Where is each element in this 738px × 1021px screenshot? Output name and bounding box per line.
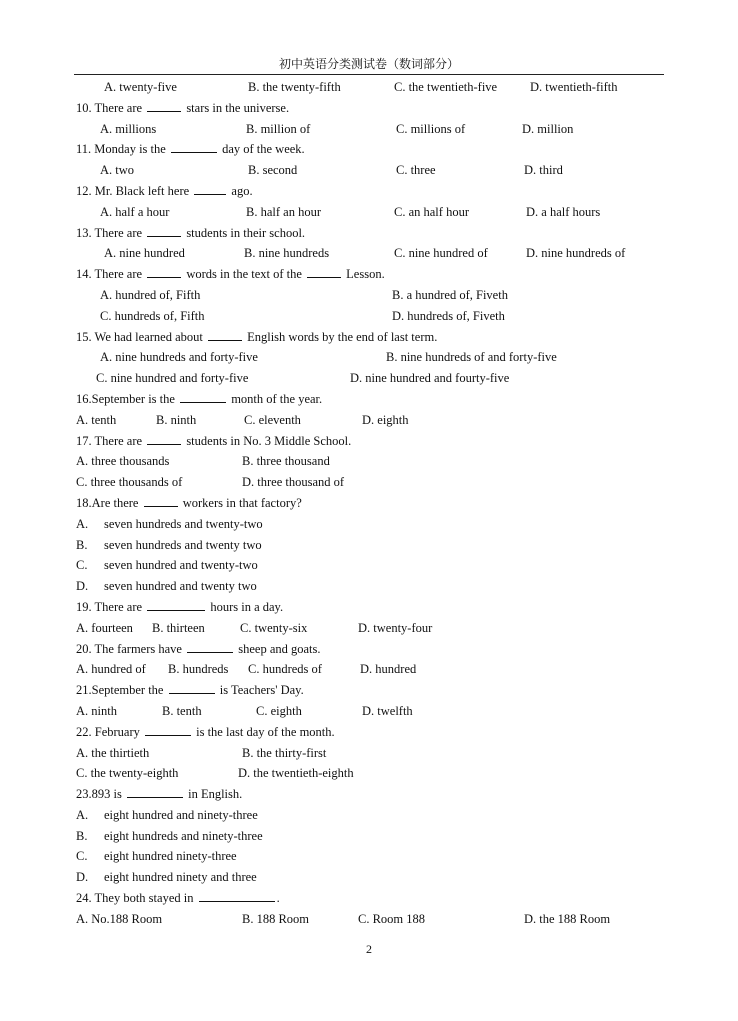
options-line: [76, 472, 676, 493]
answer-option: D. nine hundreds of: [526, 246, 626, 261]
answer-option: D. twentieth-fifth: [530, 80, 618, 94]
answer-option: D. hundreds of, Fiveth: [392, 308, 505, 323]
answer-option: C. the twenty-eighth: [76, 766, 179, 781]
answer-option: seven hundreds and twenty-two: [104, 516, 263, 531]
answer-option: C. nine hundred of: [394, 246, 488, 261]
question-stem: 10. There are: [76, 100, 146, 115]
options-line: [76, 846, 676, 867]
answer-option: D.: [76, 579, 89, 594]
answer-blank: [208, 327, 242, 341]
question-line: [76, 493, 676, 514]
answer-option: A. tenth: [76, 412, 117, 427]
answer-option: C. eighth: [256, 703, 302, 718]
answer-option: A. hundred of, Fifth: [100, 287, 201, 302]
answer-option: D. twenty-four: [358, 620, 433, 635]
question-stem-end: is Teachers' Day.: [216, 683, 304, 698]
question-text: [76, 888, 280, 909]
answer-option: A. three thousands: [76, 454, 170, 469]
question-stem-end: words in the text of the: [183, 267, 306, 282]
options-line: [76, 867, 676, 888]
answer-option: A.: [76, 807, 89, 822]
question-line: [76, 139, 676, 160]
question-text: [76, 784, 242, 805]
options-line: [76, 576, 676, 597]
answer-option: A. nine hundred: [104, 246, 185, 261]
question-line: [76, 431, 676, 452]
question-text: [76, 597, 283, 618]
answer-option: B. thirteen: [152, 620, 205, 635]
answer-option: C. hundreds of, Fifth: [100, 308, 205, 323]
answer-option: eight hundred ninety and three: [104, 870, 257, 885]
answer-option: A. the thirtieth: [76, 745, 150, 760]
question-stem-end: sheep and goats.: [235, 641, 321, 656]
question-line: [76, 722, 676, 743]
answer-blank: [147, 264, 181, 278]
question-line: [76, 639, 676, 660]
question-stem: 11. Monday is the: [76, 142, 169, 157]
options-line: [76, 160, 676, 181]
answer-option: D. twelfth: [362, 703, 413, 718]
options-line: [76, 514, 676, 535]
answer-option: C.: [76, 849, 88, 864]
question-text: [76, 264, 385, 285]
question-stem: 21.September the: [76, 683, 167, 698]
question-stem: 20. The farmers have: [76, 641, 186, 656]
question-line: [76, 327, 676, 348]
question-text: [76, 181, 253, 202]
answer-option: B.: [76, 537, 88, 552]
answer-option: D. nine hundred and fourty-five: [350, 371, 510, 386]
answer-option: A. No.188 Room: [76, 911, 163, 926]
question-stem: 17. There are: [76, 433, 146, 448]
question-text: [76, 389, 322, 410]
options-line: [76, 368, 676, 389]
answer-option: B. the thirty-first: [242, 745, 327, 760]
answer-option: D.: [76, 870, 89, 885]
answer-option: C. three: [396, 163, 436, 178]
question-stem: 12. Mr. Black left here: [76, 183, 193, 198]
question-stem: 18.Are there: [76, 495, 142, 510]
question-stem: 14. There are: [76, 267, 146, 282]
answer-option: eight hundred and ninety-three: [104, 807, 258, 822]
answer-option: A. fourteen: [76, 620, 133, 635]
answer-blank: [194, 181, 226, 195]
answer-option: B. the twenty-fifth: [248, 80, 341, 94]
answer-option: B. second: [248, 163, 298, 178]
question-text: [76, 98, 289, 119]
question-line: [76, 597, 676, 618]
question-stem-end: hours in a day.: [207, 599, 284, 614]
answer-option: D. a half hours: [526, 204, 601, 219]
answer-option: D. the 188 Room: [524, 911, 611, 926]
answer-option: B.: [76, 828, 88, 843]
answer-option: eight hundred ninety-three: [104, 849, 237, 864]
answer-blank: [199, 888, 275, 902]
answer-blank: [144, 493, 178, 507]
page-header: [74, 54, 664, 75]
answer-blank: [187, 639, 233, 653]
answer-option: C. Room 188: [358, 911, 426, 926]
options-line: [76, 701, 676, 722]
answer-option: C. an half hour: [394, 204, 469, 219]
question-line: [76, 680, 676, 701]
answer-option: B. a hundred of, Fiveth: [392, 287, 508, 302]
answer-option: seven hundred and twenty-two: [104, 558, 258, 573]
question-stem: 15. We had learned about: [76, 329, 206, 344]
answer-option: C. eleventh: [244, 412, 301, 427]
answer-option: A. hundred of: [76, 662, 146, 677]
options-line: [76, 202, 676, 223]
answer-option: A. half a hour: [100, 204, 170, 219]
answer-option: B. 188 Room: [242, 911, 310, 926]
answer-blank: [127, 784, 183, 798]
options-line: [76, 805, 676, 826]
question-stem-end: month of the year.: [228, 391, 323, 406]
question-text: [76, 223, 305, 244]
question-stem-end: workers in that factory?: [179, 495, 302, 510]
options-line: [76, 743, 676, 764]
answer-option: A. nine hundreds and forty-five: [100, 350, 258, 365]
options-line: [76, 119, 676, 140]
options-line: [76, 410, 676, 431]
options-line: [76, 285, 676, 306]
options-line: [76, 618, 676, 639]
question-text: [76, 680, 304, 701]
answer-blank: [147, 98, 181, 112]
question-list: [76, 77, 676, 930]
question-line: [76, 389, 676, 410]
answer-option: A. millions: [100, 121, 157, 136]
answer-option: B. three thousand: [242, 454, 330, 469]
answer-blank: [145, 722, 191, 736]
answer-blank: [147, 431, 181, 445]
question-stem-end: students in their school.: [183, 225, 306, 240]
question-line: [76, 784, 676, 805]
question-line: [76, 888, 676, 909]
answer-option: B. ninth: [156, 412, 197, 427]
question-stem: 16.September is the: [76, 391, 179, 406]
answer-option: D. third: [524, 163, 563, 178]
question-text: [76, 327, 437, 348]
options-line: [76, 243, 676, 264]
answer-option: C. millions of: [396, 121, 466, 136]
question-stem-end: stars in the universe.: [183, 100, 290, 115]
options-line: [76, 909, 676, 930]
question-stem: 19. There are: [76, 599, 146, 614]
answer-blank: [171, 139, 217, 153]
answer-option: seven hundred and twenty two: [104, 579, 257, 594]
options-line: [76, 535, 676, 556]
question-stem-end: ago.: [228, 183, 253, 198]
answer-option: D. eighth: [362, 412, 409, 427]
question-stem-end: day of the week.: [218, 142, 305, 157]
question-stem-end: students in No. 3 Middle School.: [183, 433, 352, 448]
question-stem: 22. February: [76, 724, 143, 739]
question-line: [76, 98, 676, 119]
answer-blank: [147, 223, 181, 237]
question-stem: 13. There are: [76, 225, 146, 240]
answer-option: C.: [76, 558, 88, 573]
answer-blank: [180, 389, 226, 403]
answer-option: C. hundreds of: [248, 662, 322, 677]
answer-option: B. nine hundreds of and forty-five: [386, 350, 557, 365]
answer-option: A. two: [100, 163, 135, 178]
question-stem-end: Lesson.: [343, 267, 385, 282]
question-stem: 23.893 is: [76, 787, 125, 802]
options-line: [76, 306, 676, 327]
answer-option: B. half an hour: [246, 204, 321, 219]
answer-option: C. three thousands of: [76, 475, 183, 490]
answer-option: A.: [76, 516, 89, 531]
answer-option: seven hundreds and twenty two: [104, 537, 262, 552]
options-line: [76, 555, 676, 576]
options-line: [76, 347, 676, 368]
question-line: [76, 223, 676, 244]
options-line: [76, 763, 676, 784]
question-stem-end: in English.: [184, 787, 243, 802]
header-title: 初中英语分类测试卷（数词部分）: [278, 57, 459, 71]
question-line: [76, 181, 676, 202]
question-text: [76, 722, 335, 743]
answer-option: C. nine hundred and forty-five: [96, 371, 249, 386]
answer-option: C. the twentieth-five: [394, 80, 498, 94]
question-stem-end: is the last day of the month.: [193, 724, 335, 739]
answer-option: D. three thousand of: [242, 475, 345, 490]
options-line: [76, 826, 676, 847]
answer-option: B. hundreds: [168, 662, 229, 677]
answer-option: D. hundred: [360, 662, 417, 677]
question-text: [76, 431, 351, 452]
question-text: [76, 639, 321, 660]
answer-blank: [169, 680, 215, 694]
question-text: [76, 139, 305, 160]
question-line: [76, 264, 676, 285]
answer-blank: [307, 264, 341, 278]
question-stem-end: English words by the end of last term.: [243, 329, 438, 344]
question-text: [76, 493, 302, 514]
options-line: [76, 659, 676, 680]
answer-option: C. twenty-six: [240, 620, 308, 635]
answer-option: B. nine hundreds: [244, 246, 330, 261]
options-line: [76, 451, 676, 472]
answer-option: A. twenty-five: [104, 80, 177, 94]
answer-option: B. million of: [246, 121, 311, 136]
question-stem-end: .: [276, 891, 280, 906]
answer-option: D. the twentieth-eighth: [238, 766, 354, 781]
options-line: [76, 77, 676, 98]
answer-option: D. million: [522, 121, 574, 136]
answer-option: B. tenth: [162, 703, 202, 718]
question-stem: 24. They both stayed in: [76, 891, 197, 906]
answer-option: A. ninth: [76, 703, 117, 718]
answer-blank: [147, 597, 205, 611]
page-number: 2: [366, 942, 372, 956]
answer-option: eight hundreds and ninety-three: [104, 828, 263, 843]
